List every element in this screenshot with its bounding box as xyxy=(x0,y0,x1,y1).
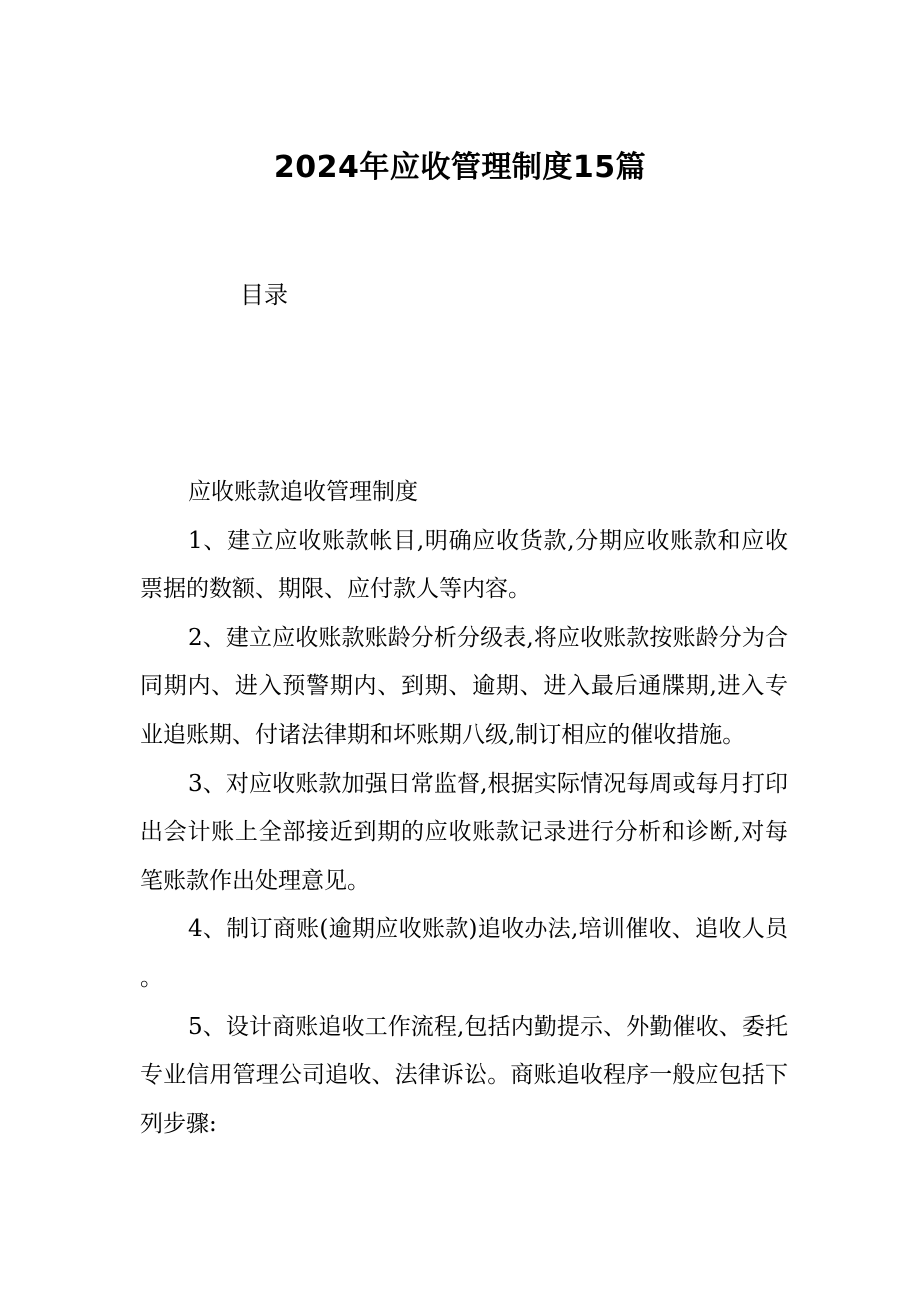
section-heading: 应收账款追收管理制度 xyxy=(188,479,418,505)
paragraph-4: 4、制订商账(逾期应收账款)追收办法,培训催收、追收人员。 xyxy=(140,916,788,991)
paragraph-5: 5、设计商账追收工作流程,包括内勤提示、外勤催收、委托专业信用管理公司追收、法律诉讼。商账追收程序一般应包括下列步骤: xyxy=(140,1013,788,1137)
paragraph-2: 2、建立应收账款账龄分析分级表,将应收账款按账龄分为合同期内、进入预警期内、到期、逾期、进入最后通牒期,进入专业追账期、付诸法律期和坏账期八级,制订相应的催收措施。 xyxy=(140,624,788,748)
paragraph-1: 1、建立应收账款帐目,明确应收货款,分期应收账款和应收票据的数额、期限、应付款人等内容。 xyxy=(140,527,788,603)
paragraph-3: 3、对应收账款加强日常监督,根据实际情况每周或每月打印出会计账上全部接近到期的应收账款记录进行分析和诊断,对每笔账款作出处理意见。 xyxy=(140,770,788,894)
document-title: 2024年应收管理制度15篇 xyxy=(273,150,647,185)
toc-label: 目录 xyxy=(240,281,288,309)
document-body xyxy=(140,468,788,1148)
